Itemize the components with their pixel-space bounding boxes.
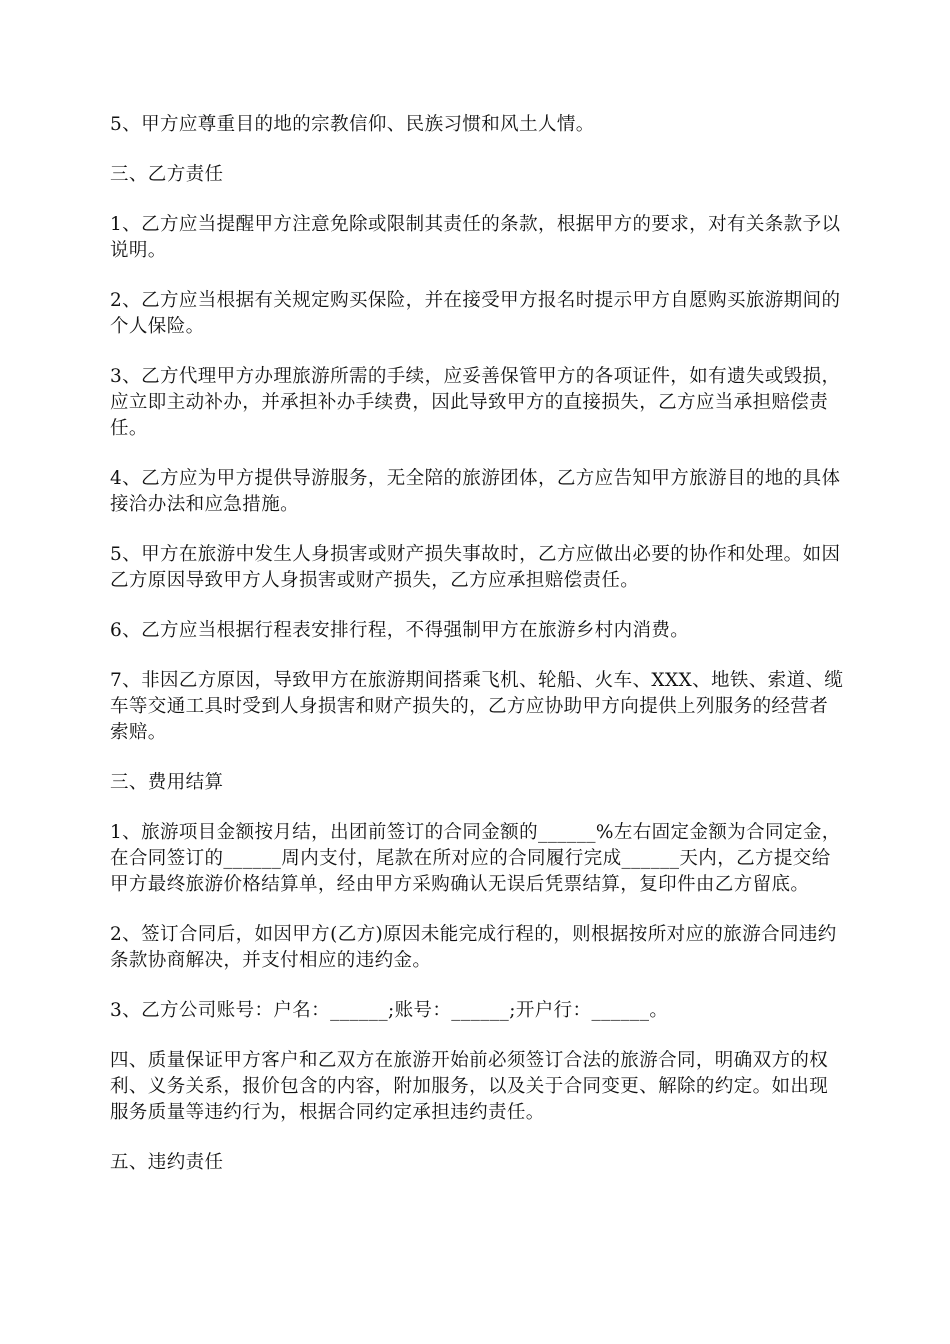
section-heading-liability: 五、违约责任 bbox=[110, 1152, 224, 1173]
document-page bbox=[110, 112, 845, 1200]
section-heading-party-b-duties: 三、乙方责任 bbox=[110, 164, 224, 185]
clause-b1: 1、乙方应当提醒甲方注意免除或限制其责任的条款，根据甲方的要求，对有关条款予以说明。 bbox=[110, 214, 841, 261]
clause-b6: 6、乙方应当根据行程表安排行程，不得强制甲方在旅游乡村内消费。 bbox=[110, 620, 690, 641]
clause-c3: 3、乙方公司账号：户名：______;账号：______;开户行：______。 bbox=[110, 1000, 669, 1021]
clause-b7: 7、非因乙方原因，导致甲方在旅游期间搭乘飞机、轮船、火车、XXX、地铁、索道、缆车等交通工具时受到人身损害和财产损失的，乙方应协助甲方向提供上列服务的经营者索赔。 bbox=[110, 670, 844, 743]
clause-b4: 4、乙方应为甲方提供导游服务，无全陪的旅游团体，乙方应告知甲方旅游目的地的具体接洽办法和应急措施。 bbox=[110, 468, 841, 515]
clause-a5: 5、甲方应尊重目的地的宗教信仰、民族习惯和风土人情。 bbox=[110, 114, 595, 135]
clause-quality-guarantee: 四、质量保证甲方客户和乙双方在旅游开始前必须签订合法的旅游合同，明确双方的权利、义务关系，报价包含的内容，附加服务，以及关于合同变更、解除的约定。如出现服务质量等违约行为，根据合同约定承担违约责任。 bbox=[110, 1050, 829, 1123]
clause-c1: 1、旅游项目金额按月结，出团前签订的合同金额的______%左右固定金额为合同定金，在合同签订的______周内支付，尾款在所对应的合同履行完成______天内，乙方提交给甲方最终旅游价格结算单，经由甲方采购确认无误后凭票结算，复印件由乙方留底。 bbox=[110, 822, 841, 895]
section-heading-fee-settlement: 三、费用结算 bbox=[110, 772, 224, 793]
clause-c2: 2、签订合同后，如因甲方(乙方)原因未能完成行程的，则根据按所对应的旅游合同违约条款协商解决，并支付相应的违约金。 bbox=[110, 924, 837, 971]
clause-b5: 5、甲方在旅游中发生人身损害或财产损失事故时，乙方应做出必要的协作和处理。如因乙方原因导致甲方人身损害或财产损失，乙方应承担赔偿责任。 bbox=[110, 544, 841, 591]
clause-b3: 3、乙方代理甲方办理旅游所需的手续，应妥善保管甲方的各项证件，如有遗失或毁损，应立即主动补办，并承担补办手续费，因此导致甲方的直接损失，乙方应当承担赔偿责任。 bbox=[110, 366, 841, 439]
clause-b2: 2、乙方应当根据有关规定购买保险，并在接受甲方报名时提示甲方自愿购买旅游期间的个人保险。 bbox=[110, 290, 841, 337]
